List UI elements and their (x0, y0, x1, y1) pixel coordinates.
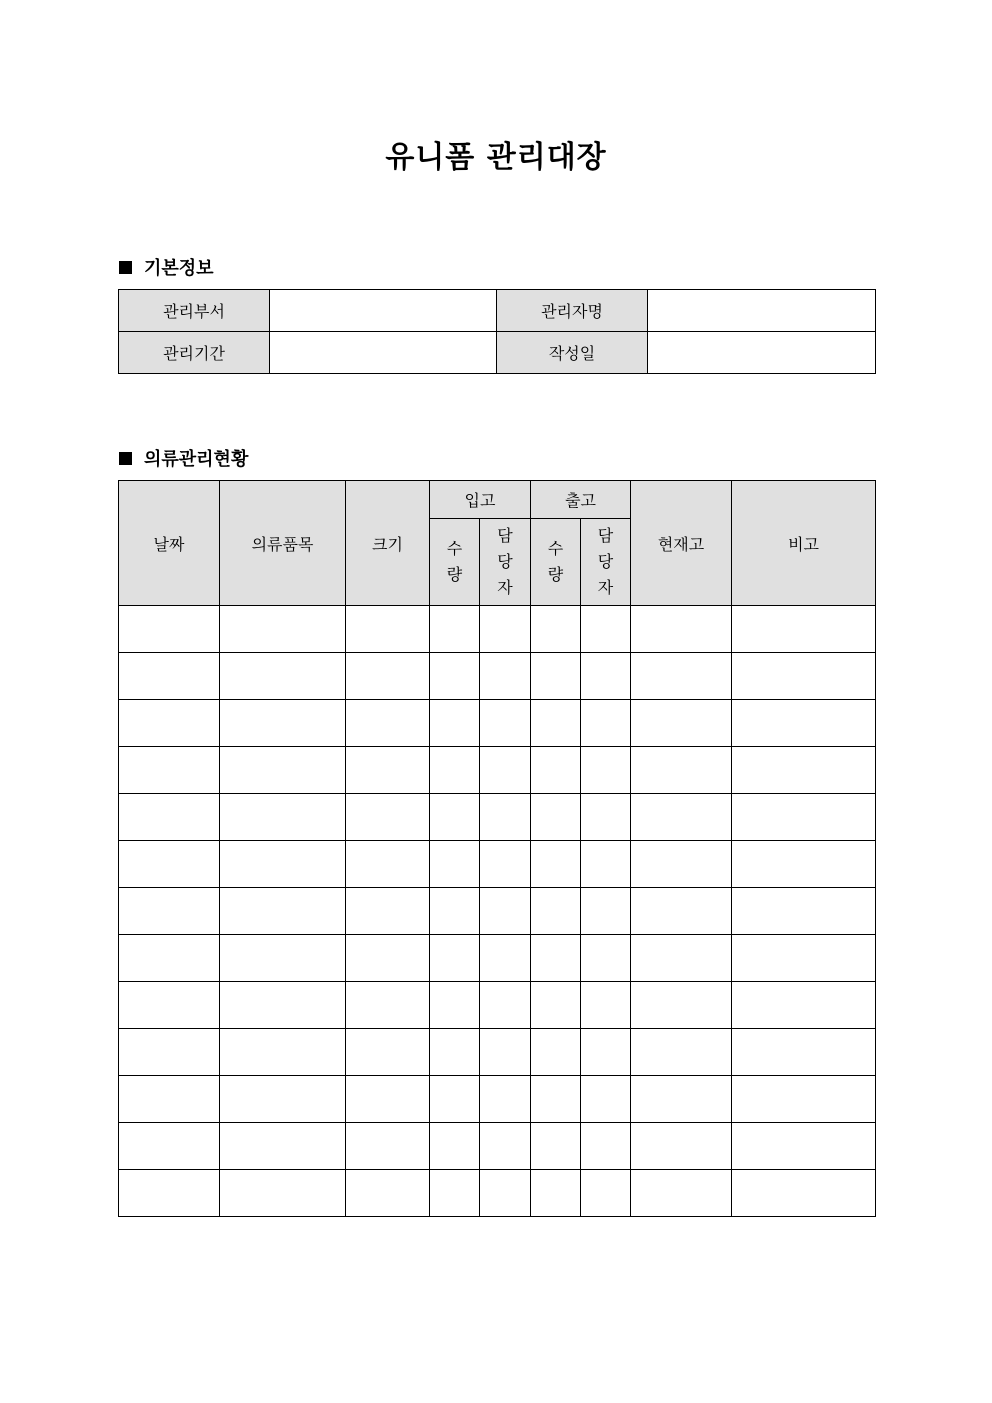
note-cell[interactable] (732, 653, 876, 700)
out-qty-cell[interactable] (531, 794, 581, 841)
date-cell[interactable] (119, 700, 220, 747)
note-cell[interactable] (732, 888, 876, 935)
note-cell[interactable] (732, 700, 876, 747)
item-cell[interactable] (220, 888, 346, 935)
dept-field[interactable] (270, 290, 497, 332)
manager-field[interactable] (648, 290, 876, 332)
clothing-status-table (118, 480, 876, 1217)
out-qty-cell[interactable] (531, 982, 581, 1029)
table-row (119, 653, 876, 700)
stock-cell[interactable] (631, 794, 732, 841)
out-qty-cell[interactable] (531, 1076, 581, 1123)
date-cell[interactable] (119, 841, 220, 888)
size-cell[interactable] (346, 794, 430, 841)
date-cell[interactable] (119, 653, 220, 700)
in-person-cell[interactable] (480, 700, 531, 747)
date-cell[interactable] (119, 982, 220, 1029)
note-cell[interactable] (732, 1170, 876, 1217)
out-person-cell[interactable] (581, 935, 631, 982)
out-person-cell[interactable] (581, 1029, 631, 1076)
size-cell[interactable] (346, 747, 430, 794)
out-person-cell[interactable] (581, 700, 631, 747)
item-cell[interactable] (220, 1029, 346, 1076)
out-qty-cell[interactable] (531, 1170, 581, 1217)
period-label: 관리기간 (119, 332, 270, 374)
size-cell[interactable] (346, 700, 430, 747)
in-person-cell[interactable] (480, 841, 531, 888)
in-qty-cell[interactable] (430, 700, 480, 747)
size-cell[interactable] (346, 1029, 430, 1076)
out-person-cell[interactable] (581, 841, 631, 888)
out-qty-cell[interactable] (531, 700, 581, 747)
out-qty-cell[interactable] (531, 653, 581, 700)
in-qty-cell[interactable] (430, 1170, 480, 1217)
in-qty-cell[interactable] (430, 935, 480, 982)
note-cell[interactable] (732, 982, 876, 1029)
table-row (119, 935, 876, 982)
out-qty-cell[interactable] (531, 1029, 581, 1076)
size-cell[interactable] (346, 606, 430, 653)
stock-cell[interactable] (631, 935, 732, 982)
in-person-cell[interactable] (480, 888, 531, 935)
status-body (119, 606, 876, 1217)
out-header: 출고 (531, 481, 631, 519)
table-row (119, 1170, 876, 1217)
table-row (119, 982, 876, 1029)
date-cell[interactable] (119, 794, 220, 841)
table-row (119, 747, 876, 794)
out-person-cell[interactable] (581, 606, 631, 653)
item-cell[interactable] (220, 1170, 346, 1217)
period-field[interactable] (270, 332, 497, 374)
out-person-cell[interactable] (581, 888, 631, 935)
stock-cell[interactable] (631, 888, 732, 935)
created-field[interactable] (648, 332, 876, 374)
item-cell[interactable] (220, 1076, 346, 1123)
note-cell[interactable] (732, 1076, 876, 1123)
stock-header: 현재고 (631, 481, 732, 606)
date-header: 날짜 (119, 481, 220, 606)
size-cell[interactable] (346, 653, 430, 700)
created-label: 작성일 (497, 332, 648, 374)
table-row (119, 1029, 876, 1076)
item-cell[interactable] (220, 794, 346, 841)
basic-info-row (119, 332, 876, 374)
square-bullet-icon (119, 261, 132, 274)
date-cell[interactable] (119, 1076, 220, 1123)
out-qty-cell[interactable] (531, 747, 581, 794)
stock-cell[interactable] (631, 700, 732, 747)
stock-cell[interactable] (631, 1029, 732, 1076)
stock-cell[interactable] (631, 841, 732, 888)
manager-label: 관리자명 (497, 290, 648, 332)
in-person-cell[interactable] (480, 747, 531, 794)
note-cell[interactable] (732, 841, 876, 888)
item-cell[interactable] (220, 982, 346, 1029)
note-cell[interactable] (732, 1123, 876, 1170)
item-cell[interactable] (220, 700, 346, 747)
stock-cell[interactable] (631, 1076, 732, 1123)
out-qty-cell[interactable] (531, 606, 581, 653)
out-person-cell[interactable] (581, 982, 631, 1029)
note-header: 비고 (732, 481, 876, 606)
in-qty-cell[interactable] (430, 888, 480, 935)
out-qty-cell[interactable] (531, 1123, 581, 1170)
in-person-cell[interactable] (480, 606, 531, 653)
stock-cell[interactable] (631, 653, 732, 700)
in-person-cell[interactable] (480, 935, 531, 982)
out-person-cell[interactable] (581, 1076, 631, 1123)
in-qty-cell[interactable] (430, 1076, 480, 1123)
item-cell[interactable] (220, 606, 346, 653)
in-qty-cell[interactable] (430, 1123, 480, 1170)
table-row (119, 700, 876, 747)
in-qty-cell[interactable] (430, 653, 480, 700)
basic-info-row (119, 290, 876, 332)
size-cell[interactable] (346, 1123, 430, 1170)
out-person-header: 담 당 자 (581, 519, 631, 606)
out-person-cell[interactable] (581, 794, 631, 841)
date-cell[interactable] (119, 935, 220, 982)
in-qty-cell[interactable] (430, 982, 480, 1029)
stock-cell[interactable] (631, 982, 732, 1029)
in-qty-cell[interactable] (430, 841, 480, 888)
basic-info-table (118, 289, 876, 374)
out-person-cell[interactable] (581, 1170, 631, 1217)
table-row (119, 1123, 876, 1170)
date-cell[interactable] (119, 1170, 220, 1217)
size-cell[interactable] (346, 888, 430, 935)
in-person-cell[interactable] (480, 1076, 531, 1123)
basic-info-heading-label: 기본정보 (144, 258, 214, 279)
stock-cell[interactable] (631, 606, 732, 653)
out-qty-cell[interactable] (531, 888, 581, 935)
size-cell[interactable] (346, 841, 430, 888)
stock-cell[interactable] (631, 1170, 732, 1217)
in-qty-cell[interactable] (430, 606, 480, 653)
in-person-cell[interactable] (480, 1029, 531, 1076)
dept-label: 관리부서 (119, 290, 270, 332)
date-cell[interactable] (119, 1123, 220, 1170)
in-qty-header: 수 량 (430, 519, 480, 606)
in-qty-cell[interactable] (430, 747, 480, 794)
size-cell[interactable] (346, 982, 430, 1029)
date-cell[interactable] (119, 606, 220, 653)
date-cell[interactable] (119, 1029, 220, 1076)
size-header: 크기 (346, 481, 430, 606)
out-person-cell[interactable] (581, 1123, 631, 1170)
table-row (119, 606, 876, 653)
size-cell[interactable] (346, 935, 430, 982)
in-header: 입고 (430, 481, 531, 519)
stock-cell[interactable] (631, 1123, 732, 1170)
in-person-cell[interactable] (480, 794, 531, 841)
table-row (119, 794, 876, 841)
stock-cell[interactable] (631, 747, 732, 794)
basic-info-heading (119, 254, 214, 280)
item-cell[interactable] (220, 841, 346, 888)
note-cell[interactable] (732, 794, 876, 841)
in-person-cell[interactable] (480, 653, 531, 700)
in-person-cell[interactable] (480, 982, 531, 1029)
date-cell[interactable] (119, 747, 220, 794)
out-qty-cell[interactable] (531, 841, 581, 888)
size-cell[interactable] (346, 1076, 430, 1123)
in-qty-cell[interactable] (430, 1029, 480, 1076)
in-qty-cell[interactable] (430, 794, 480, 841)
table-row (119, 1076, 876, 1123)
item-cell[interactable] (220, 747, 346, 794)
table-row (119, 888, 876, 935)
in-person-cell[interactable] (480, 1170, 531, 1217)
out-person-cell[interactable] (581, 653, 631, 700)
item-cell[interactable] (220, 653, 346, 700)
note-cell[interactable] (732, 747, 876, 794)
status-heading-label: 의류관리현황 (144, 449, 249, 470)
note-cell[interactable] (732, 935, 876, 982)
page-title: 유니폼 관리대장 (385, 140, 607, 175)
table-row (119, 841, 876, 888)
note-cell[interactable] (732, 1029, 876, 1076)
out-person-cell[interactable] (581, 747, 631, 794)
header-row (119, 481, 876, 519)
item-header: 의류품목 (220, 481, 346, 606)
item-cell[interactable] (220, 1123, 346, 1170)
item-cell[interactable] (220, 935, 346, 982)
square-bullet-icon (119, 452, 132, 465)
note-cell[interactable] (732, 606, 876, 653)
out-qty-header: 수 량 (531, 519, 581, 606)
out-qty-cell[interactable] (531, 935, 581, 982)
in-person-header: 담 당 자 (480, 519, 531, 606)
in-person-cell[interactable] (480, 1123, 531, 1170)
status-heading (119, 445, 248, 471)
date-cell[interactable] (119, 888, 220, 935)
size-cell[interactable] (346, 1170, 430, 1217)
